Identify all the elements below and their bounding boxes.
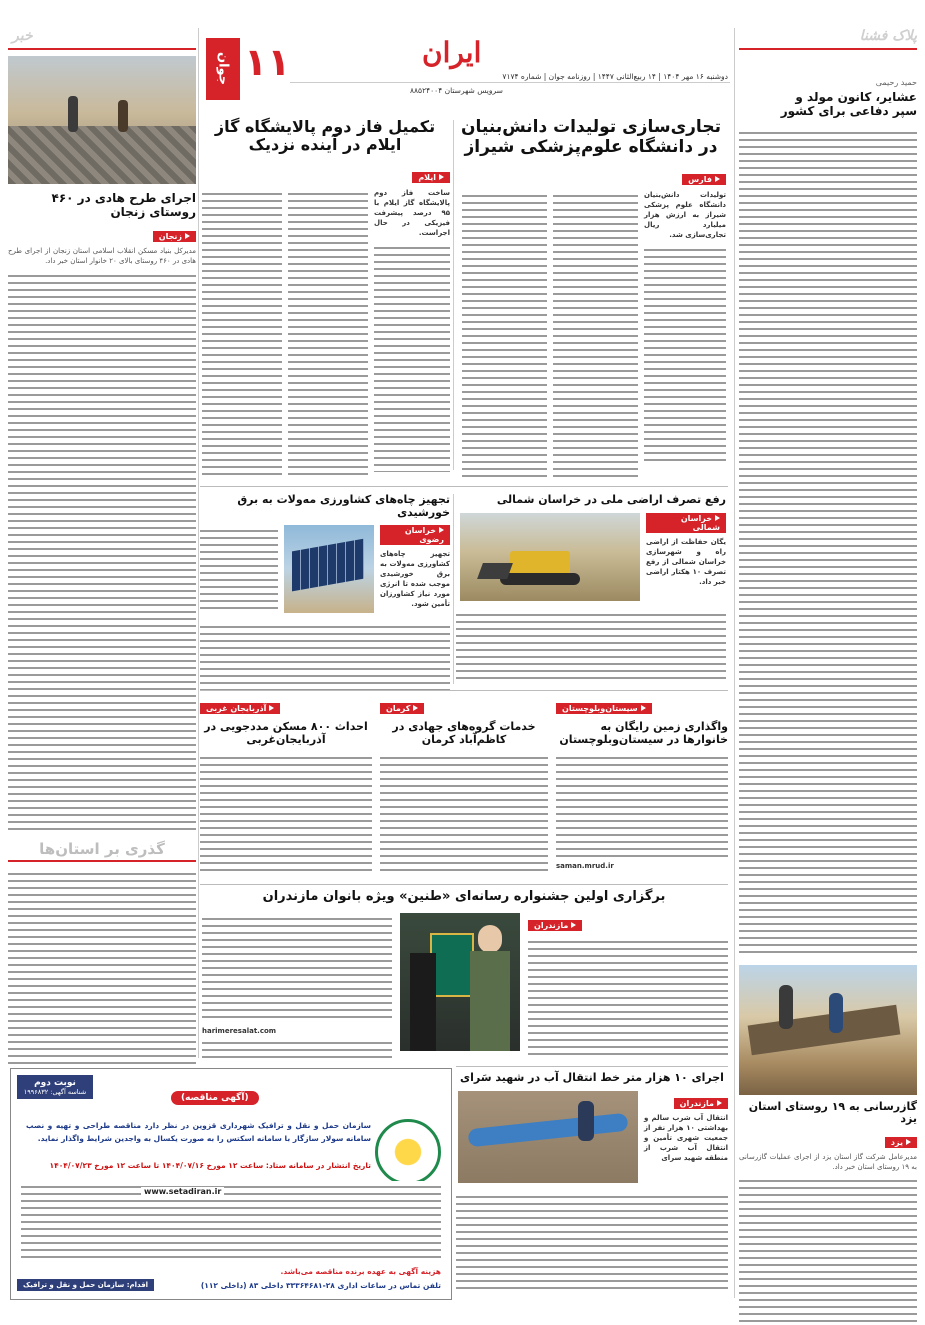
service-line: سرویس شهرستان ۸۸۵۲۴۰۰۴	[410, 86, 503, 95]
festival-website[interactable]: harimeresalat.com	[202, 1026, 277, 1035]
rule-water	[456, 1066, 728, 1067]
logo-iran: ایران	[422, 36, 482, 69]
editorial-body	[739, 127, 917, 957]
tag-row3-1: سیستان‌وبلوچستان	[556, 703, 652, 714]
pipe-photo	[458, 1091, 638, 1183]
story-body-col2b	[202, 1037, 392, 1059]
story-body-col3	[202, 188, 282, 478]
story-headline: برگزاری اولین جشنواره رسانه‌ای «طنین» ویژه بانوان مازندران	[262, 889, 666, 904]
yazd-lead: مدیرعامل شرکت گاز استان یزد از اجرای عملیات گازرسانی به ۱۹ روستای استان خبر داد.	[739, 1152, 917, 1171]
story-body-col2	[202, 913, 392, 1023]
story-subhead: یگان حفاظت از اراضی راه و شهرسازی خراسان شمالی از رفع تصرف ۱۰ هکتار اراضی خبر داد.	[646, 537, 726, 586]
story-body-col	[200, 525, 278, 613]
story-headline: واگذاری زمین رایگان به خانوارها در سیستان‌وبلوچستان	[559, 720, 728, 746]
left-column-divider	[198, 28, 199, 1058]
tag-zanjan: زنجان	[153, 231, 196, 242]
story-subhead: ساخت فاز دوم پالایشگاه گاز ایلام با ۹۵ درصد پیشرفت فیزیکی در حال اجراست.	[374, 188, 450, 237]
story-headline: تجاری‌سازی تولیدات دانش‌بنیان در دانشگاه علوم‌پزشکی شیراز	[461, 117, 721, 157]
story-body	[200, 752, 372, 872]
yazd-headline: گازرسانی به ۱۹ روستای استان یزد	[748, 1099, 917, 1126]
ad-body	[21, 1181, 441, 1261]
story-headline: احداث ۸۰۰ مسکن مددجویی در آذربایجان‌غربی	[204, 720, 368, 746]
yazd-photo	[739, 965, 917, 1095]
ad-badge-line2: شناسه آگهی: ۱۹۹۶۸۳۲	[23, 1088, 87, 1096]
left-kicker-label: خبر	[12, 28, 33, 44]
logo-javan: جوان	[215, 52, 231, 86]
logo-block	[206, 38, 240, 100]
story-subhead: انتقال آب شرب سالم و بهداشتی ۱۰ هزار نفر از جمعیت شهری تأمین و انتقال آب شرب از منطقه شهید سرای	[644, 1113, 728, 1162]
water-story	[456, 1072, 728, 1300]
right-column-divider	[734, 28, 735, 1298]
left-column	[8, 28, 196, 1058]
tag-razavi-khorasan: خراسان رضوی	[380, 525, 450, 545]
column-kicker-label: پلاک فشنا	[859, 28, 917, 44]
tag-fars: فارس	[682, 174, 726, 185]
rule-festival	[200, 884, 728, 885]
ad-note1: هزینه آگهی به عهده برنده مناقصه می‌باشد.	[280, 1267, 441, 1276]
story-body-col1	[528, 936, 728, 1056]
column-kicker	[739, 28, 917, 50]
editorial-title: عشایر، کانون مولد و سپر دفاعی برای کشور	[780, 90, 917, 118]
tag-row3-2: کرمان	[380, 703, 424, 714]
ad-dates: تاریخ انتشار در سامانه ستاد: ساعت ۱۲ مورخ ۱۴۰۴/۰۷/۱۶ تا ساعت ۱۲ مورخ ۱۴۰۴/۰۷/۲۳	[49, 1161, 371, 1170]
tag-mazandaran: مازندران	[528, 920, 582, 931]
story-top-right	[456, 118, 726, 478]
story-headline: تجهیز چاه‌های کشاورزی مه‌ولات به برق خورشیدی	[237, 493, 450, 519]
story-body	[556, 752, 728, 862]
story-headline: رفع تصرف اراضی ملی در خراسان شمالی	[496, 493, 726, 506]
tag-yazd: یزد	[885, 1137, 917, 1148]
left-kicker	[8, 28, 196, 50]
tag-north-khorasan: خراسان شمالی	[646, 513, 726, 533]
story-body	[200, 621, 450, 691]
story-body-col3	[462, 190, 547, 480]
ad-signature: اقدام: سازمان حمل و نقل و ترافیک	[17, 1279, 154, 1291]
story-body	[456, 1191, 728, 1291]
right-column	[739, 28, 917, 1298]
story-body-col1	[374, 242, 450, 472]
story-body	[380, 752, 548, 872]
tender-ad	[10, 1068, 452, 1300]
mid-divider	[453, 494, 454, 684]
rule-mid	[200, 486, 728, 487]
story-headline: اجرای ۱۰ هزار متر خط انتقال آب در شهید سَرای	[460, 1071, 724, 1084]
tag-ilam: ایلام	[412, 172, 450, 183]
author-name: حمید رحیمی	[875, 78, 917, 87]
dateline: دوشنبه ۱۶ مهر ۱۴۰۴ | ۱۴ ربیع‌الثانی ۱۴۴۷ | روزنامه جوان | شماره ۷۱۷۴	[502, 72, 728, 81]
story-headline: تکمیل فاز دوم پالایشگاه گاز ایلام در آینده نزدیک	[214, 117, 436, 155]
festival-photo	[400, 913, 520, 1051]
zanjan-headline: اجرای طرح هادی در ۴۶۰ روستای زنجان	[51, 191, 196, 219]
ad-notice-label: (آگهی مناقصه)	[171, 1091, 259, 1105]
story-subhead: تجهیز چاه‌های کشاورزی مه‌ولات به برق خورشیدی موجب شده تا انرژی مورد نیاز کشاورزان تأمین شود.	[380, 550, 450, 609]
story-mid-left	[200, 494, 450, 684]
rule-row3	[200, 690, 728, 691]
story-mid-right	[456, 494, 726, 684]
story-body-col2	[288, 188, 368, 478]
ad-website[interactable]: www.setadiran.ir	[141, 1187, 224, 1196]
zanjan-photo	[8, 56, 196, 184]
solar-photo	[284, 525, 374, 613]
ad-emblem	[375, 1119, 441, 1185]
ad-badge	[17, 1075, 93, 1099]
ad-note2: تلفن تماس در ساعات اداری ۲۸-۳۳۳۶۴۶۸۱ داخلی ۸۳ (داخلی ۱۱۲)	[200, 1281, 441, 1290]
ad-badge-line1: نوبت دوم	[34, 1078, 76, 1088]
story-link[interactable]: saman.mrud.ir	[556, 862, 614, 871]
top-divider	[453, 120, 454, 470]
roundup-title: گذری بر استان‌ها	[8, 840, 196, 862]
tag-water: مازندران	[674, 1098, 728, 1109]
story-headline: خدمات گروه‌های جهادی در کاظم‌آباد کرمان	[392, 720, 536, 746]
zanjan-body	[8, 270, 196, 830]
row3-story-2	[380, 696, 548, 886]
zanjan-lead: مدیرکل بنیاد مسکن انقلاب اسلامی استان زنجان از اجرای طرح هادی در ۴۶۰ روستای بالای ۲۰ خانوار استان خبر داد.	[8, 246, 196, 265]
story-top-left	[200, 118, 450, 478]
festival-story	[200, 890, 728, 1062]
story-body-col2	[553, 190, 638, 480]
tag-row3-3: آذربایجان غربی	[200, 703, 280, 714]
yazd-body	[739, 1175, 917, 1325]
row3-story-1	[556, 696, 728, 886]
masthead-rule	[290, 82, 730, 83]
story-subhead: تولیدات دانش‌بنیان دانشگاه علوم پزشکی شیراز به ارزش هزار میلیارد ریال تجاری‌سازی شد.	[644, 191, 726, 240]
ad-headline: سازمان حمل و نقل و ترافیک شهرداری قزوین در نظر دارد مناقصه طراحی و تهیه و نصب سامانه سولار سازگار با سامانه اسکتس را به صورت یکسال به واجدین شرایط واگذار نماید.	[26, 1121, 371, 1143]
issue-number: ۱۱	[244, 40, 291, 84]
masthead	[200, 32, 730, 108]
story-body-col1	[644, 244, 726, 464]
row3-story-3	[200, 696, 372, 886]
story-body	[456, 609, 726, 679]
bulldozer-photo	[460, 513, 640, 601]
roundup-body	[8, 868, 196, 1068]
